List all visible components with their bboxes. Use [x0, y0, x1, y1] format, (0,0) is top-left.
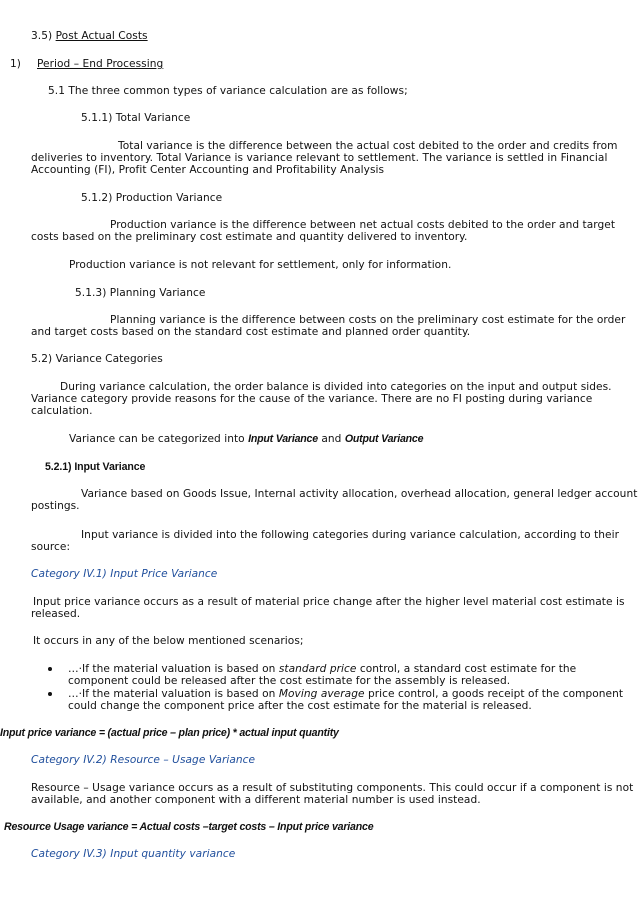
bullet-item-1 — [68, 663, 576, 675]
formula-resource-usage-variance: Resource Usage variance = Actual costs –target costs – Input price variance — [4, 821, 374, 833]
list-number: 1) — [10, 58, 21, 70]
heading-total-variance: 5.1.1) Total Variance — [81, 112, 191, 124]
emphasis: standard price — [278, 663, 357, 675]
paragraph-line: Variance based on Goods Issue, Internal activity allocation, overhead allocation, general ledger account — [81, 488, 638, 500]
paragraph-line: costs based on the preliminary cost estimate and quantity delivered to inventory. — [31, 231, 468, 243]
text: and — [317, 433, 345, 445]
categorized-line — [69, 433, 423, 445]
bullet-dot — [48, 692, 52, 696]
paragraph-line: During variance calculation, the order balance is divided into categories on the input and output sides. — [60, 381, 612, 393]
paragraph-line: postings. — [31, 500, 80, 512]
paragraph-line: Variance category provide reasons for the cause of the variance. There are no FI posting during variance — [31, 393, 593, 405]
input-variance-term: Input Variance — [248, 433, 318, 445]
paragraph-line: Production variance is the difference between net actual costs debited to the order and target — [110, 219, 616, 231]
paragraph-line: It occurs in any of the below mentioned scenarios; — [33, 635, 304, 647]
section-number: 3.5) — [31, 30, 56, 42]
text: price control, a goods receipt of the component — [364, 688, 624, 700]
formula-input-price-variance: Input price variance = (actual price – plan price) * actual input quantity — [0, 727, 339, 739]
heading-input-variance: 5.2.1) Input Variance — [45, 461, 146, 473]
emphasis: Moving average — [278, 688, 365, 700]
text: …·If the material valuation is based on — [68, 663, 279, 675]
paragraph-line: released. — [31, 608, 81, 620]
bullet-dot — [48, 667, 52, 671]
bullet-item-2 — [68, 688, 623, 700]
section-3-5-heading — [31, 30, 148, 42]
paragraph-line: Production variance is not relevant for settlement, only for information. — [69, 259, 452, 271]
intro-line: 5.1 The three common types of variance calculation are as follows; — [48, 85, 408, 97]
paragraph-line: available, and another component with a different material number is used instead. — [31, 794, 481, 806]
output-variance-term: Output Variance — [344, 433, 424, 445]
paragraph-line: Planning variance is the difference between costs on the preliminary cost estimate for the order — [110, 314, 626, 326]
category-heading-resource-usage: Category IV.2) Resource – Usage Variance — [31, 754, 256, 766]
category-heading-input-price: Category IV.1) Input Price Variance — [31, 568, 218, 580]
bullet-item-1-cont: component could be released after the cost estimate for the assembly is released. — [68, 675, 511, 687]
paragraph-line: Input price variance occurs as a result of material price change after the higher level material cost estimate is — [33, 596, 625, 608]
paragraph-line: Total variance is the difference between the actual cost debited to the order and credits from — [118, 140, 618, 152]
heading-production-variance: 5.1.2) Production Variance — [81, 192, 223, 204]
paragraph-line: and target costs based on the standard cost estimate and planned order quantity. — [31, 326, 471, 338]
section-title: Post Actual Costs — [55, 30, 148, 42]
paragraph-line: Input variance is divided into the following categories during variance calculation, according to their — [81, 529, 620, 541]
text: …·If the material valuation is based on — [68, 688, 279, 700]
period-end-heading: Period – End Processing — [37, 58, 164, 70]
paragraph-line: Accounting (FI), Profit Center Accounting and Profitability Analysis — [31, 164, 385, 176]
paragraph-line: calculation. — [31, 405, 93, 417]
paragraph-line: Resource – Usage variance occurs as a result of substituting components. This could occur if a component is not — [31, 782, 634, 794]
text: control, a standard cost estimate for the — [356, 663, 577, 675]
heading-variance-categories: 5.2) Variance Categories — [31, 353, 163, 365]
bullet-item-2-cont: could change the component price after the cost estimate for the material is released. — [68, 700, 532, 712]
heading-planning-variance: 5.1.3) Planning Variance — [75, 287, 206, 299]
text: Variance can be categorized into — [69, 433, 249, 445]
paragraph-line: deliveries to inventory. Total Variance is variance relevant to settlement. The variance is settled in Financial — [31, 152, 608, 164]
paragraph-line: source: — [31, 541, 71, 553]
category-heading-input-quantity: Category IV.3) Input quantity variance — [31, 848, 236, 860]
